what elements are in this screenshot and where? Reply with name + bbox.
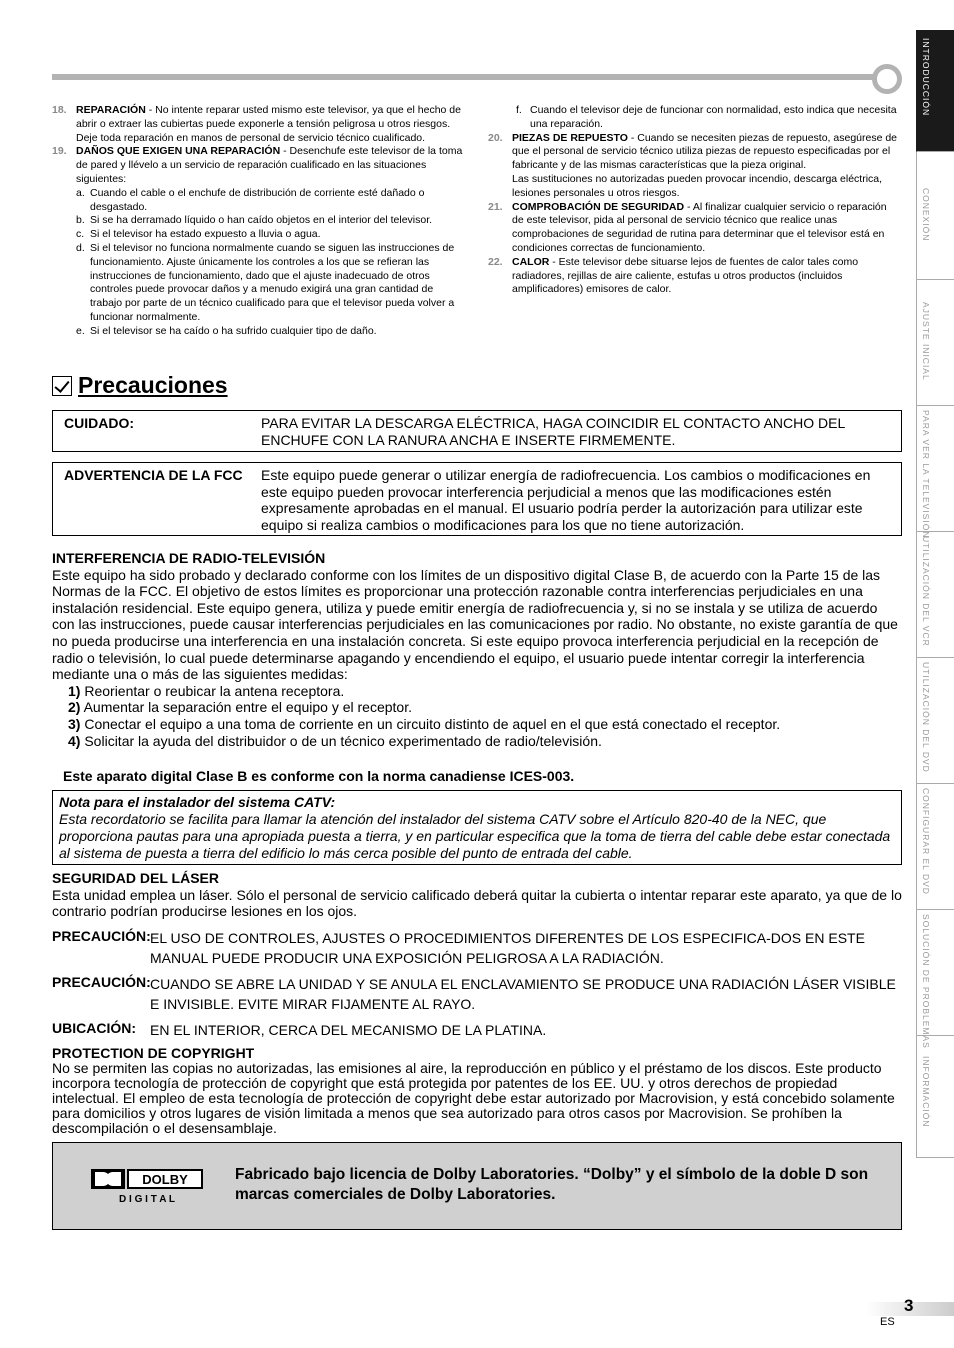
- tab-configurar-el-dvd[interactable]: [916, 784, 954, 910]
- item-text: Las sustituciones no autorizadas pueden provocar incendio, descarga eléctrica, lesiones personales u otros riesgos.: [512, 172, 883, 199]
- tab-label: INFORMACIÓN: [921, 1056, 931, 1128]
- tab-solucion-de-problemas[interactable]: [916, 910, 954, 1049]
- tab-label: UTILIZACIÓN DEL VCR: [921, 536, 931, 647]
- safety-list-left: [52, 104, 464, 339]
- sub-text: Cuando el televisor deje de funcionar con normalidad, esto indica que necesita una reparación.: [530, 104, 897, 130]
- safety-item-21: [488, 201, 900, 256]
- fcc-box: [52, 462, 902, 536]
- sub-item: [76, 214, 464, 228]
- measure-text: Aumentar la separación entre el equipo y el receptor.: [80, 699, 412, 716]
- item-number: 19.: [52, 145, 67, 158]
- laser-row: [52, 1020, 902, 1040]
- cuidado-text: PARA EVITAR LA DESCARGA ELÉCTRICA, HAGA COINCIDIR EL CONTACTO ANCHO DEL ENCHUFE CON LA RANURA ANCHA E INSERTE FIRMEMENTE.: [261, 415, 845, 448]
- measure-text: Solicitar la ayuda del distribuidor o de un técnico experimentado de radio/televisión.: [80, 732, 602, 749]
- sub-letter: f.: [516, 104, 522, 116]
- safety-list-right: [488, 104, 900, 297]
- copyright-title: PROTECTION DE COPYRIGHT: [52, 1045, 255, 1061]
- tab-conexion[interactable]: [916, 152, 954, 280]
- tab-label: AJUSTE INICIAL: [921, 302, 931, 381]
- sub-text: Si el televisor ha estado expuesto a lluvia o agua.: [90, 228, 321, 241]
- sub-item: [76, 228, 464, 242]
- tab-ajuste-inicial[interactable]: [916, 280, 954, 406]
- laser-row: [52, 974, 902, 1014]
- laser-row: [52, 928, 902, 968]
- item-text: - Este televisor debe situarse lejos de fuentes de calor tales como radiadores, rejillas de aire caliente, estufas u otros productos (incluidos amplificadores) emisores de calor.: [512, 255, 859, 296]
- sub-letter: a.: [76, 186, 85, 199]
- tab-label: CONEXIÓN: [921, 188, 931, 242]
- sub-letter: d.: [76, 241, 85, 254]
- sub-text: Si se ha derramado líquido o han caído objetos en el interior del televisor.: [90, 214, 433, 227]
- tab-label: PARA VER LA TELEVISIÓN: [921, 410, 931, 539]
- logo-word: DOLBY: [142, 1172, 188, 1187]
- dolby-text: Fabricado bajo licencia de Dolby Laboratories. “Dolby” y el símbolo de la doble D son marcas comerciales de Dolby Laboratories.: [235, 1166, 869, 1203]
- sub-item: [76, 187, 464, 215]
- tab-label: SOLUCIÓN DE PROBLEMAS: [921, 914, 931, 1049]
- tab-utilizacion-del-vcr[interactable]: [916, 532, 954, 658]
- canada-notice: Este aparato digital Clase B es conforme con la norma canadiense ICES-003.: [63, 768, 575, 784]
- item-text: - No intente reparar usted mismo este televisor, ya que el hecho de abrir o extraer las cubiertas puede exponerle a tensión peligrosa u otros riesgos. Deje toda reparación en manos de personal de servicio técnico cualificado.: [76, 104, 461, 144]
- sub-item: [488, 104, 900, 132]
- item-title: PIEZAS DE REPUESTO: [512, 131, 628, 144]
- item-title: REPARACIÓN: [76, 104, 146, 116]
- copyright-text: No se permiten las copias no autorizadas, las emisiones al aire, la reproducción en público y el préstamo de los discos. Este producto incorpora tecnología de protección de copyright que está protegida por patentes de los EE. UU. y otros derechos de propiedad intelectual. El empleo de esta tecnología de protección de copyright debe estar autorizado por Macrovision, y está concebido solamente para domicilios y otros lugares de visión limitada a menos que sea autorizado para otros casos por Macrovision. Se prohíben la descompilación o el desensamblaje.: [52, 1060, 895, 1136]
- item-text: - Al finalizar cualquier servicio o reparación de este televisor, pida al personal de servicio técnico que realice unas comprobaciones de seguridad de rutina para determinar que el televisor está en condiciones correctas de funcionamiento.: [512, 200, 887, 254]
- tab-utilizacion-del-dvd[interactable]: [916, 658, 954, 784]
- laser-title: SEGURIDAD DEL LÁSER: [52, 870, 219, 886]
- safety-item-19: [52, 145, 464, 338]
- measure-item: [52, 716, 902, 733]
- laser-text: Esta unidad emplea un láser. Sólo el personal de servicio calificado deberá quitar la cubierta o intentar reparar este aparato, ya que de lo contrario podrían producirse lesiones en los ojos.: [52, 886, 902, 920]
- language-code: ES: [880, 1316, 895, 1328]
- item-text: - Cuando se necesiten piezas de repuesto, asegúrese de que el personal de servicio técnico utiliza piezas de repuesto especificadas por el fabricante y de las mismas características que la pieza original.: [512, 131, 898, 172]
- item-number: 22.: [488, 255, 503, 268]
- dolby-digital-logo: [91, 1169, 203, 1205]
- page-number: 3: [904, 1296, 914, 1315]
- laser-row-text: EL USO DE CONTROLES, AJUSTES O PROCEDIMIENTOS DIFERENTES DE LOS ESPECIFICA-DOS EN ESTE MANUAL PUEDE PRODUCIR UNA EXPOSICIÓN PELIGROSA A LA RADIACIÓN.: [150, 929, 865, 966]
- section-heading: [52, 372, 228, 399]
- laser-row-label: UBICACIÓN:: [52, 1019, 136, 1036]
- header-rule: [52, 74, 878, 80]
- safety-item-20: [488, 132, 900, 201]
- sub-item: [76, 325, 464, 339]
- fcc-label: ADVERTENCIA DE LA FCC: [64, 467, 243, 483]
- cuidado-label: CUIDADO:: [64, 415, 134, 431]
- laser-row-text: EN EL INTERIOR, CERCA DEL MECANISMO DE LA PLATINA.: [150, 1021, 547, 1038]
- sub-text: Cuando el cable o el enchufe de distribución de corriente esté dañado o desgastado.: [90, 186, 425, 213]
- interference-text: Este equipo ha sido probado y declarado conforme con los límites de un dispositivo digital Clase B, de acuerdo con la Parte 15 de las Normas de la FCC. El objetivo de estos límites es proporcionar una protección razonable contra interferencias perjudiciales en una instalación residencial. Este equipo genera, utiliza y puede emitir energía de radiofrecuencia y, si no se instala y se utiliza de acuerdo con las instrucciones, puede causar interferencias perjudiciales en las comunicaciones por radio. No obstante, no existe garantía de que no pueda producirse una interferencia en una instalación concreta. Si este equipo provoca interferencia perjudicial en la recepción de radio o televisión, lo cual puede determinarse apagando y encendiendo el equipo, el usuario puede intentar corregir la interferencia mediante una o más de las siguientes medidas:: [52, 566, 898, 683]
- safety-item-18: [52, 104, 464, 145]
- cuidado-box: [52, 410, 902, 452]
- item-title: DAÑOS QUE EXIGEN UNA REPARACIÓN: [76, 145, 281, 158]
- laser-section: [52, 870, 902, 1046]
- interference-title: INTERFERENCIA DE RADIO-TELEVISIÓN: [52, 550, 326, 566]
- measure-number: 2): [68, 699, 81, 716]
- item-number: 18.: [52, 104, 67, 116]
- copyright-section: [52, 1046, 902, 1136]
- fcc-text: Este equipo puede generar o utilizar energía de radiofrecuencia. Los cambios o modificaciones en este equipo pueden provocar interferencia perjudicial a menos que las modificaciones estén expresamente aprobadas en el manual. El usuario podría perder la autorización para utilizar este equipo si realiza cambios o modificaciones para los que no tiene autorización.: [261, 467, 871, 533]
- laser-row-text: CUANDO SE ABRE LA UNIDAD Y SE ANULA EL ENCLAVAMIENTO SE PRODUCE UNA RADIACIÓN LÁSER VISIBLE E INVISIBLE. EVITE MIRAR FIJAMENTE AL RAYO.: [150, 975, 896, 1012]
- tab-label: CONFIGURAR EL DVD: [921, 788, 931, 895]
- tab-label: INTRODUCCIÓN: [921, 38, 931, 117]
- dolby-notice-box: [52, 1142, 902, 1230]
- measure-number: 3): [68, 715, 81, 732]
- measure-number: 4): [68, 732, 81, 749]
- logo-subword: D I G I T A L: [119, 1194, 175, 1205]
- sub-letter: c.: [76, 228, 85, 241]
- catv-text: Esta recordatorio se facilita para llamar la atención del instalador del sistema CATV sobre el Artículo 820-40 de la NEC, que proporciona pautas para una apropiada puesta a tierra, y en particular especifica que la toma de tierra del cable debe estar conectada al sistema de puesta a tierra del edificio lo más cerca posible del punto de entrada del cable.: [59, 811, 891, 861]
- laser-row-label: PRECAUCIÓN:: [52, 927, 151, 944]
- tab-label: UTILIZACIÓN DEL DVD: [921, 662, 931, 773]
- measure-item: [52, 733, 902, 750]
- catv-note-box: [52, 790, 902, 865]
- section-tabs: [916, 30, 954, 1158]
- tab-para-ver-la-television[interactable]: [916, 406, 954, 539]
- measure-text: Reorientar o reubicar la antena receptora.: [80, 682, 345, 699]
- laser-row-label: PRECAUCIÓN:: [52, 973, 151, 990]
- section-title: Precauciones: [78, 372, 228, 398]
- measure-item: [52, 699, 902, 716]
- sub-letter: b.: [76, 214, 85, 227]
- sub-letter: e.: [76, 324, 85, 337]
- sub-text: Si el televisor se ha caído o ha sufrido cualquier tipo de daño.: [90, 324, 377, 337]
- sub-item: [76, 242, 464, 325]
- measure-number: 1): [68, 682, 81, 699]
- item-number: 20.: [488, 131, 503, 144]
- safety-item-22: [488, 256, 900, 297]
- measure-text: Conectar el equipo a una toma de corriente en un circuito distinto de aquel en el que está conectado el receptor.: [80, 715, 781, 732]
- checkbox-icon: [52, 376, 72, 396]
- header-ring-ornament: [872, 64, 902, 94]
- item-number: 21.: [488, 200, 503, 213]
- tab-informacion[interactable]: [916, 1036, 954, 1158]
- item-title: CALOR: [512, 255, 550, 268]
- sub-text: Si el televisor no funciona normalmente cuando se siguen las instrucciones de funcionamiento. Ajuste únicamente los controles a los que se refieran las instrucciones de funcionamiento, dado que el ajuste inadecuado de otros controles puede provocar daños y a menudo exigirá una gran cantidad de trabajo por parte de un técnico cualificado para que el televisor pueda volver a funcionar normalmente.: [90, 241, 455, 323]
- item-text: - Desenchufe este televisor de la toma de pared y llévelo a un servicio de reparación cualificado en las situaciones siguientes:: [76, 145, 463, 185]
- item-title: COMPROBACIÓN DE SEGURIDAD: [512, 200, 685, 213]
- interference-section: [52, 550, 902, 749]
- measure-item: [52, 683, 902, 700]
- catv-title: Nota para el instalador del sistema CATV:: [59, 794, 336, 810]
- tab-introduccion[interactable]: [916, 30, 954, 152]
